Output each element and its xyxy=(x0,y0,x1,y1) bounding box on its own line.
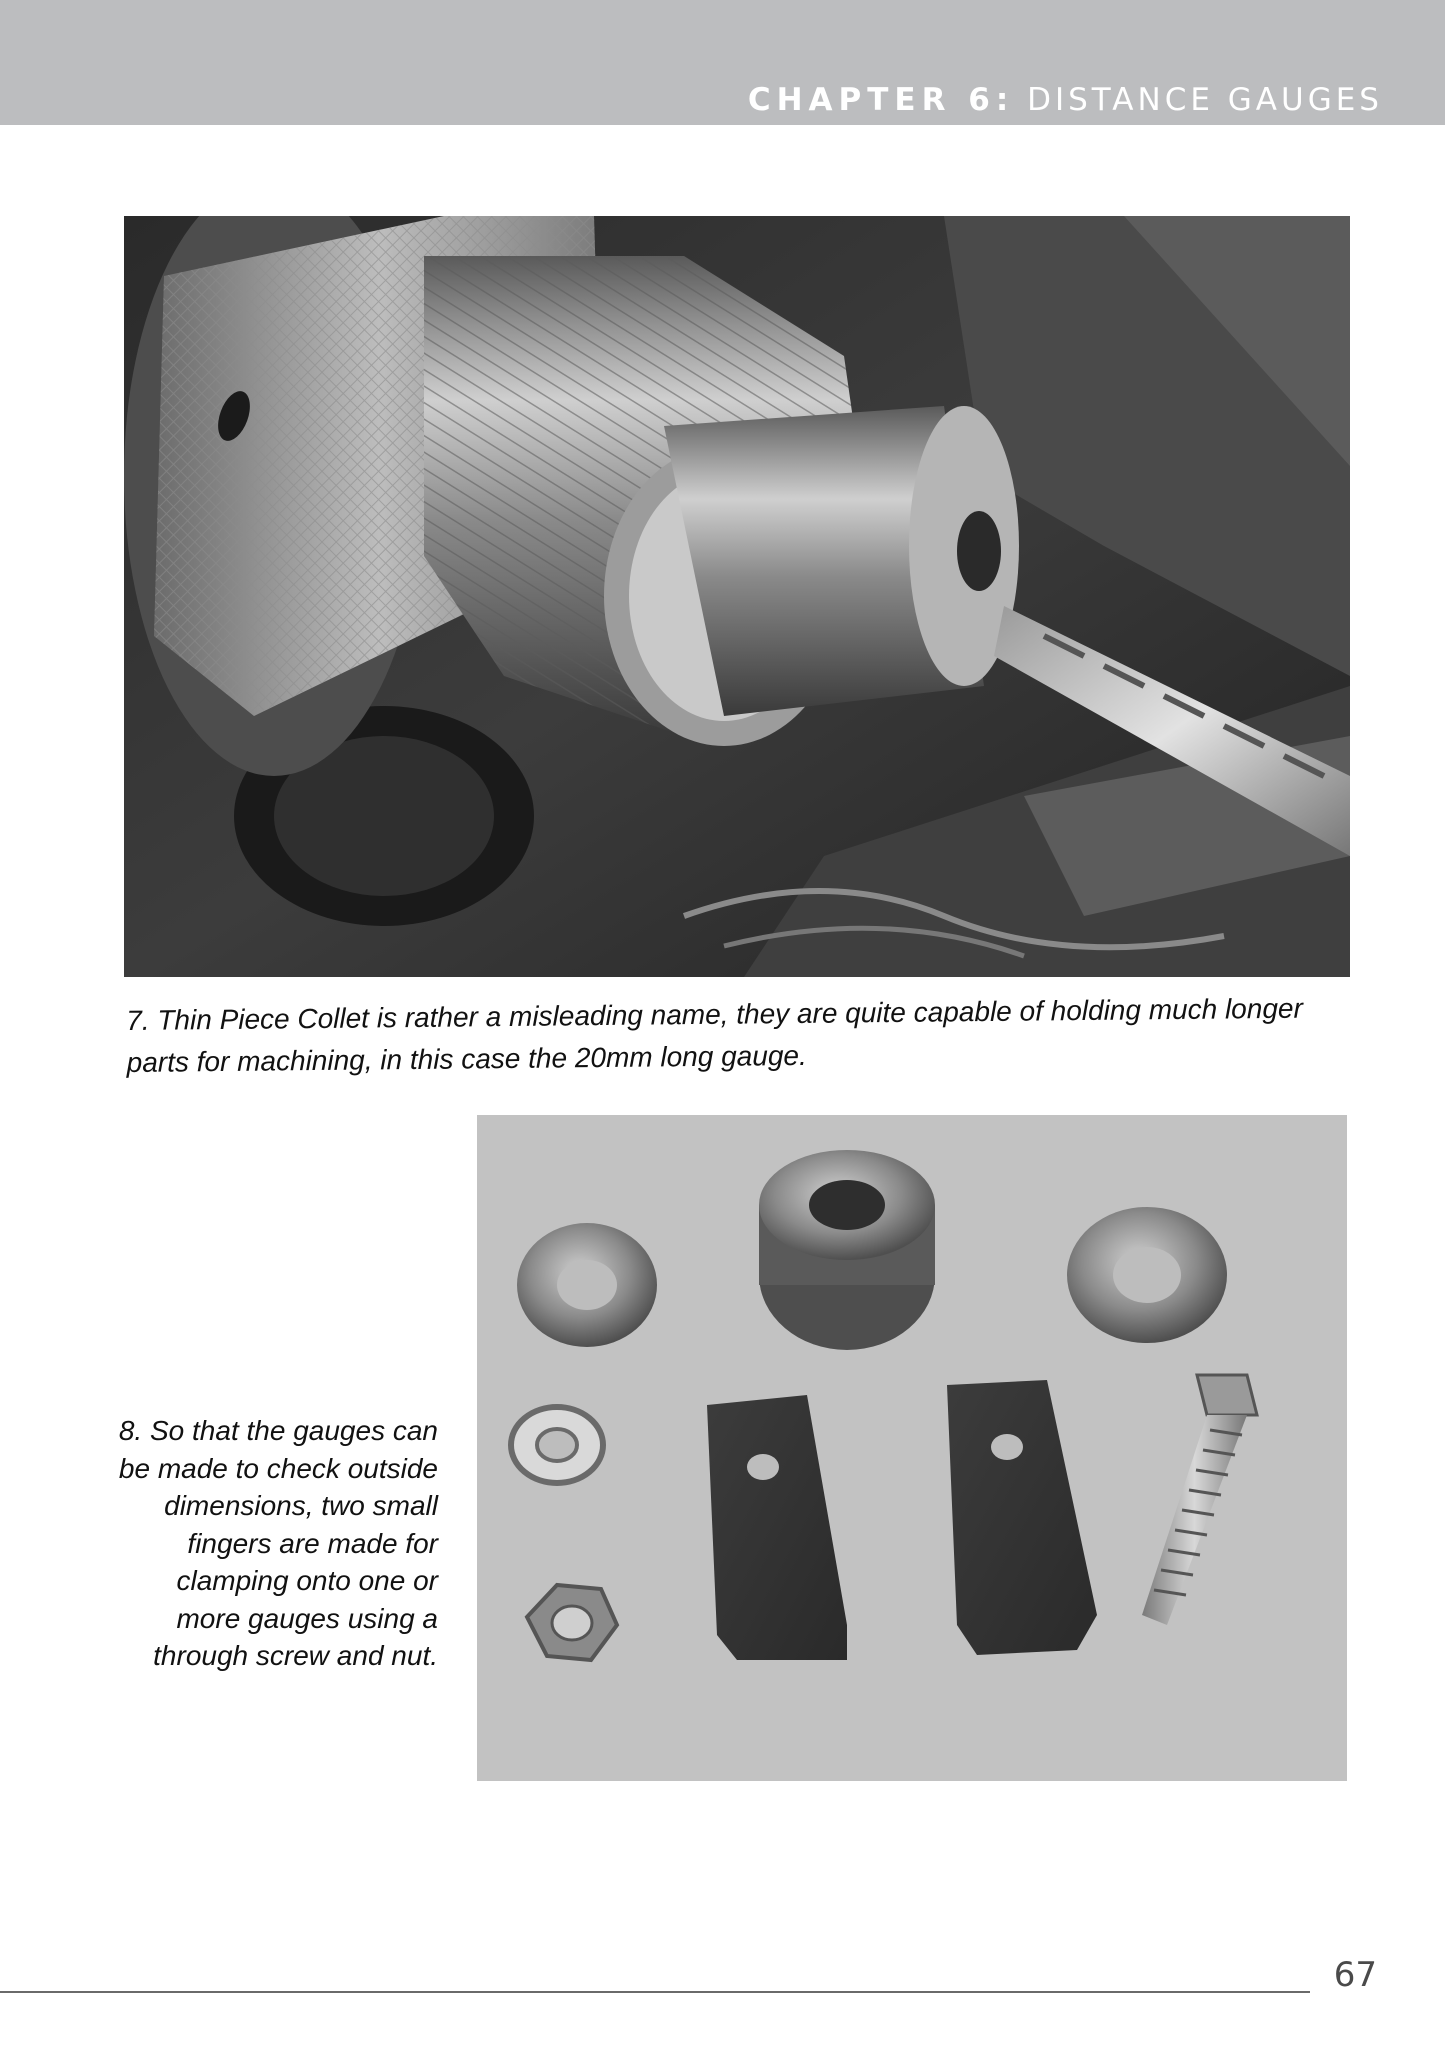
chapter-title: DISTANCE GAUGES xyxy=(1027,82,1383,118)
page-number: 67 xyxy=(1333,1955,1377,1995)
running-header xyxy=(748,82,1383,118)
chapter-label: CHAPTER 6: xyxy=(747,82,1015,118)
figure-8-caption: 8. So that the gauges can be made to check outside dimensions, two small fingers are made for clamping onto one or more gauges using a through screw and nut. xyxy=(118,1415,438,1671)
chapter-header-band xyxy=(0,0,1445,125)
figure-7-caption: 7. Thin Piece Collet is rather a misleading name, they are quite capable of holding much longer parts for machining, in this case the 20mm long gauge. xyxy=(126,992,1303,1078)
figure-8-photo xyxy=(477,1115,1347,1781)
figure-7-photo xyxy=(124,216,1350,977)
footer-rule xyxy=(0,1991,1310,1993)
